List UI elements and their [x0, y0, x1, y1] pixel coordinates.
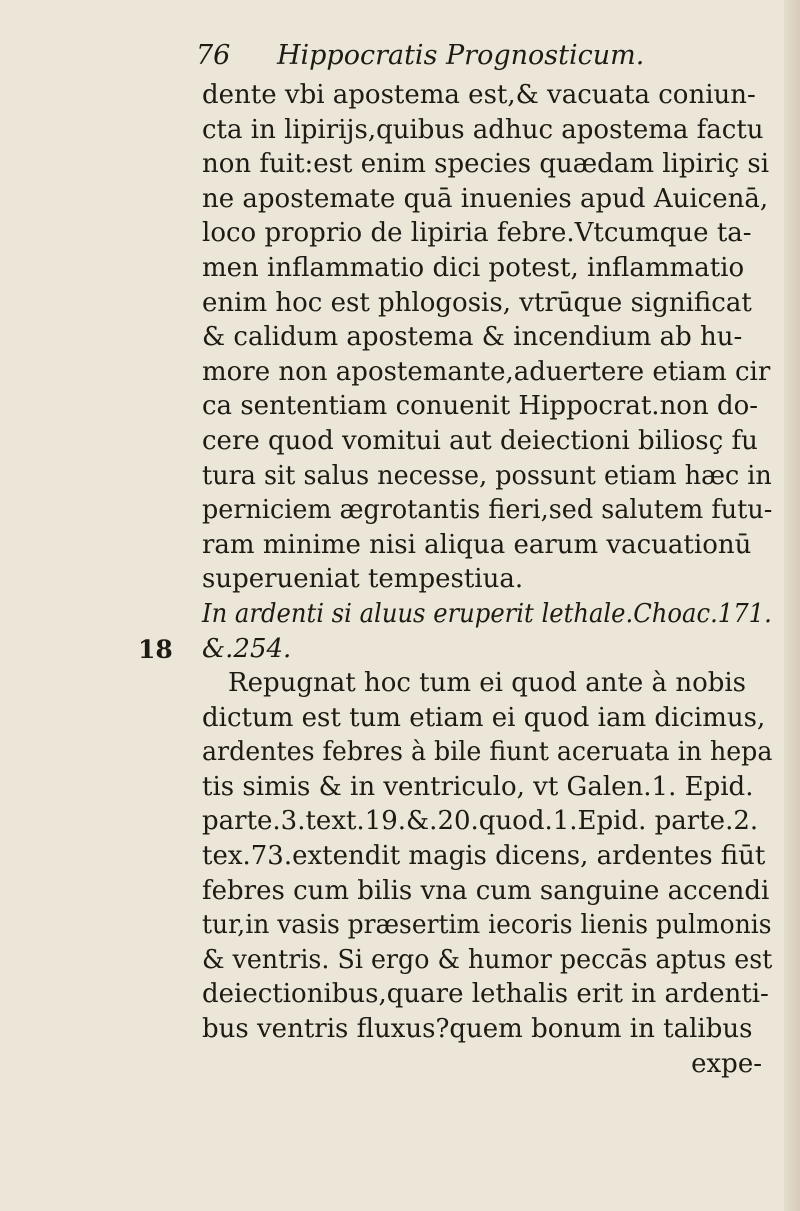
- text-line: more non apostemante,aduertere etiam cir: [202, 356, 771, 387]
- text-line: bus ventris fluxus?quem bonum in talibus: [202, 1014, 753, 1045]
- aphorism-heading: In ardenti si aluus eruperit lethale.Choac.171.: [202, 598, 772, 629]
- text-line: superueniat tempestiua.: [202, 564, 524, 595]
- text-line: ardentes febres à bile fiunt aceruata in hepa: [202, 737, 773, 768]
- text-line: & ventris. Si ergo & humor peccās aptus est: [202, 944, 773, 975]
- text-line: ne apostemate quā inuenies apud Auicenā,: [202, 183, 769, 214]
- margin-note: 18: [138, 635, 173, 664]
- text-line: dictum est tum etiam ei quod iam dicimus,: [202, 702, 766, 733]
- body-text: [202, 78, 772, 1081]
- text-line: febres cum bilis vna cum sanguine accendi: [202, 875, 770, 906]
- text-line: ca sententiam conuenit Hippocrat.non do-: [202, 391, 759, 422]
- text-line: enim hoc est phlogosis, vtrūque significat: [202, 287, 752, 318]
- text-line: loco proprio de lipiria febre.Vtcumque ta-: [202, 218, 752, 249]
- catchword: expe-: [691, 1048, 762, 1079]
- aphorism-reference: &.254.: [202, 633, 292, 664]
- text-line: tis simis & in ventriculo, vt Galen.1. Epid.: [202, 771, 754, 802]
- text-line: men inflammatio dici potest, inflammatio: [202, 252, 745, 283]
- text-line: non fuit:est enim species quædam lipiriç si: [202, 149, 770, 180]
- text-line: cere quod vomitui aut deiectioni biliosç fu: [202, 425, 758, 456]
- text-line: tex.73.extendit magis dicens, ardentes fiūt: [202, 841, 766, 872]
- page-gutter: [784, 0, 800, 1211]
- text-line: deiectionibus,quare lethalis erit in ardenti-: [202, 979, 769, 1010]
- text-line: perniciem ægrotantis fieri,sed salutem futu-: [202, 495, 773, 526]
- page-number: 76: [196, 40, 231, 71]
- text-line: Repugnat hoc tum ei quod ante à nobis: [228, 668, 747, 699]
- text-line: & calidum apostema & incendium ab hu-: [202, 322, 743, 353]
- text-line: dente vbi apostema est,& vacuata coniun-: [202, 80, 756, 110]
- text-line: cta in lipirijs,quibus adhuc apostema factu: [202, 114, 764, 145]
- text-line: tur,in vasis præsertim iecoris lienis pulmonis: [202, 910, 772, 941]
- running-title: Hippocratis Prognosticum.: [276, 40, 645, 71]
- text-line: parte.3.text.19.&.20.quod.1.Epid. parte.2.: [202, 806, 759, 837]
- text-line: ram minime nisi aliqua earum vacuationū: [202, 529, 752, 560]
- text-line: tura sit salus necesse, possunt etiam hæc in: [202, 460, 772, 491]
